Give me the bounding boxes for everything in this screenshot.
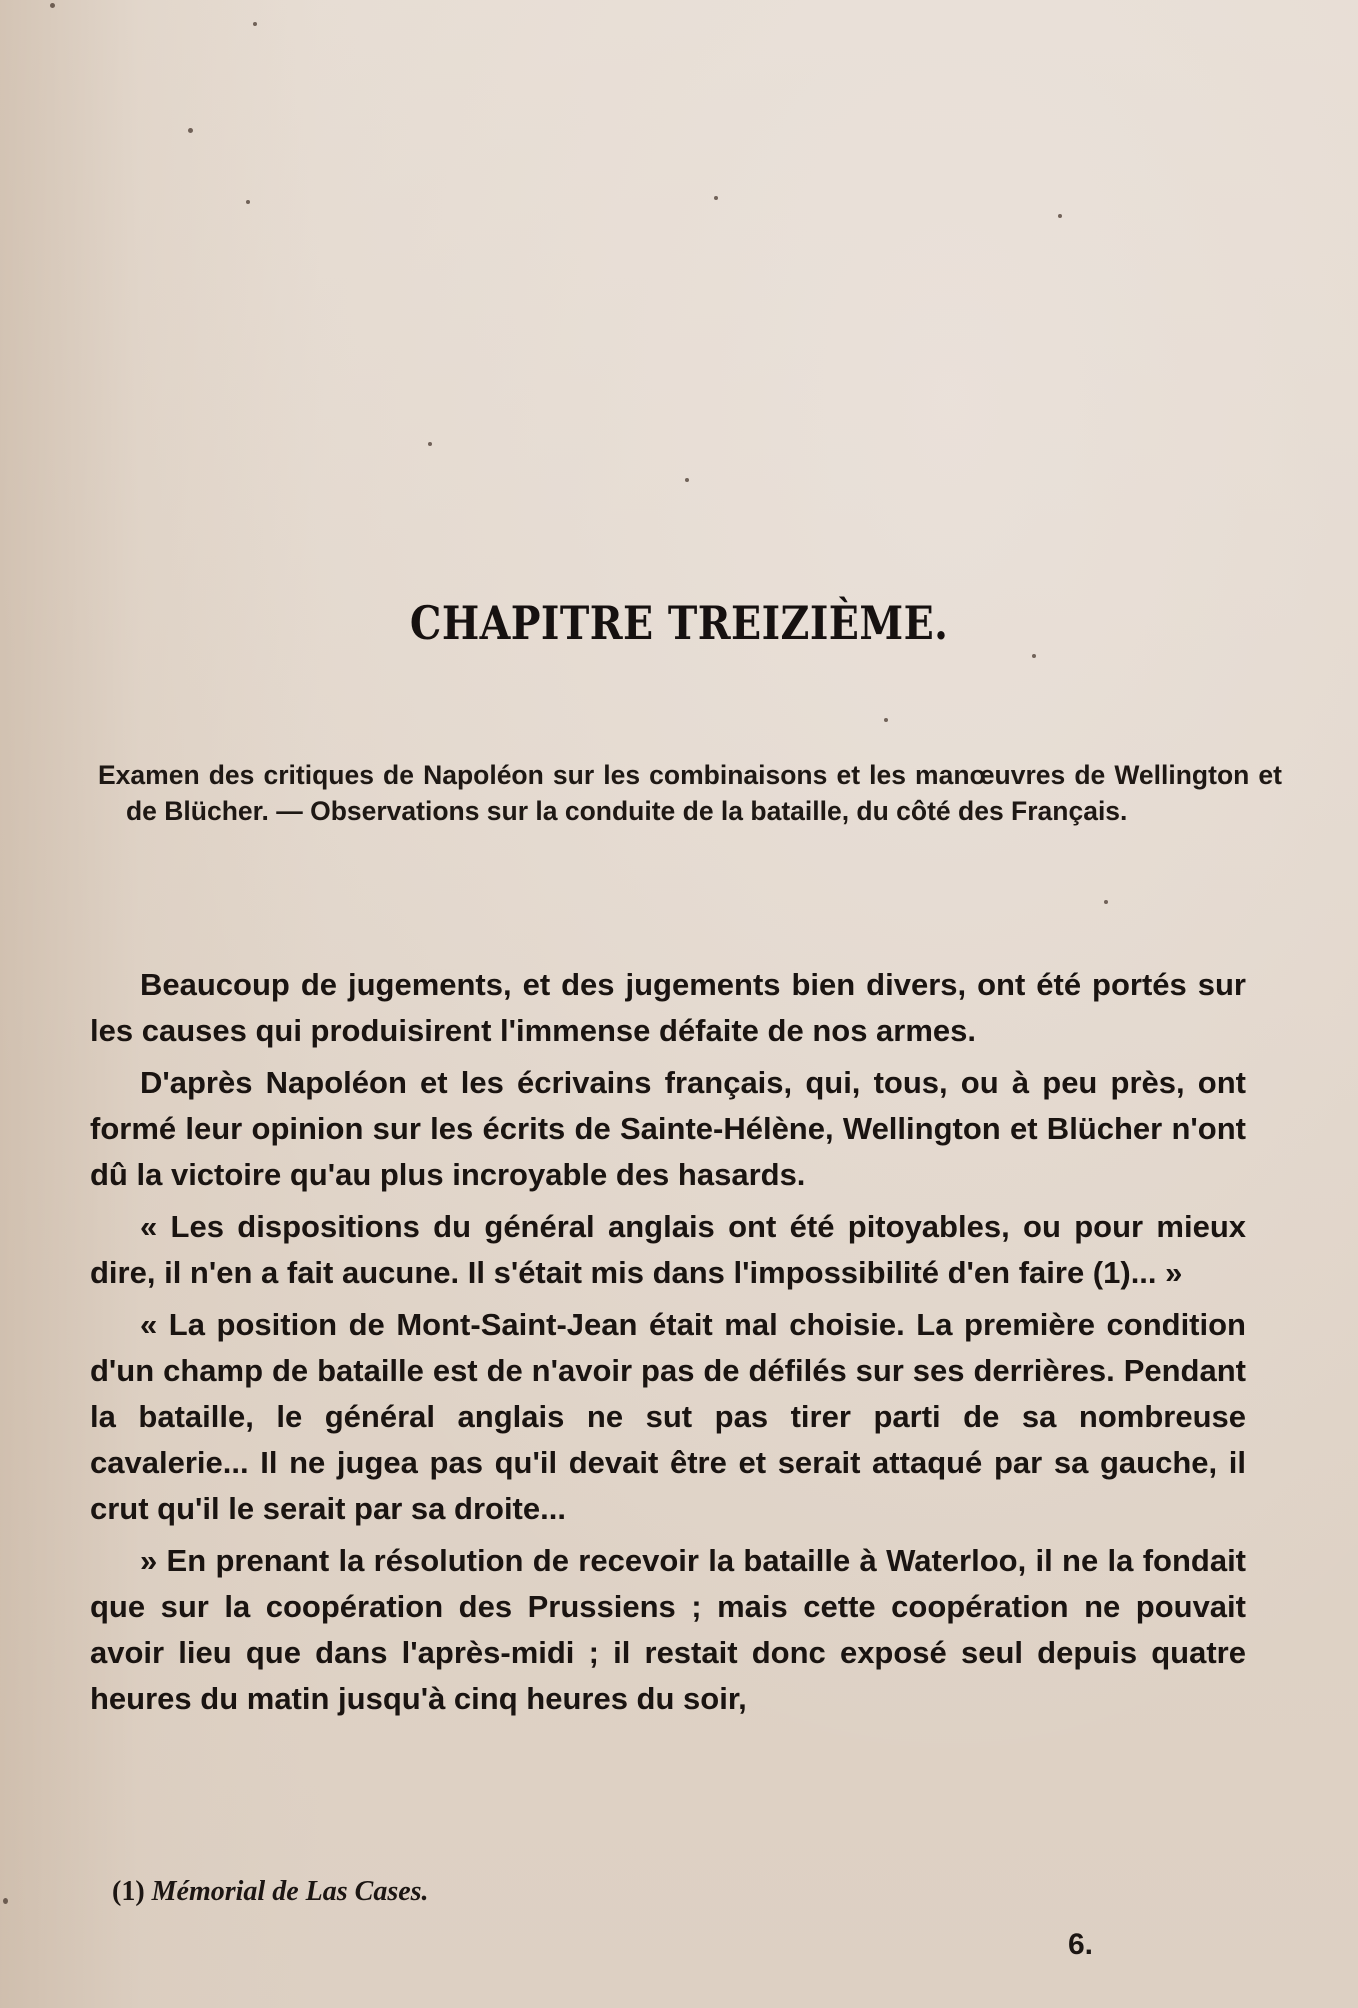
paper-speck bbox=[884, 718, 888, 722]
paper-speck bbox=[1104, 900, 1108, 904]
paper-speck bbox=[1058, 214, 1062, 218]
paragraph: Beaucoup de jugements, et des jugements bien divers, ont été portés sur les causes qui produisirent l'immense défaite de nos armes. bbox=[90, 967, 1246, 1048]
paragraph: » En prenant la résolution de recevoir la bataille à Waterloo, il ne la fondait que sur la coopération des Prussiens ; mais cette coopération ne pouvait avoir lieu que dans l'après-midi ; il restait donc exposé seul depuis quatre heures du matin jusqu'à cinq heures du soir, bbox=[90, 1543, 1246, 1716]
footnote-marker: (1) bbox=[112, 1876, 145, 1907]
paragraph: « Les dispositions du général anglais ont été pitoyables, ou pour mieux dire, il n'en a fait aucune. Il s'était mis dans l'impossibilité d'en faire (1)... » bbox=[90, 1209, 1246, 1290]
paper-speck bbox=[188, 128, 193, 133]
paper-speck bbox=[685, 478, 689, 482]
signature-mark: 6. bbox=[1068, 1928, 1094, 1961]
paper-speck bbox=[714, 196, 718, 200]
paper-speck bbox=[50, 3, 55, 8]
paper-speck bbox=[428, 442, 432, 446]
paper-speck bbox=[3, 1898, 8, 1904]
paper-speck bbox=[1032, 654, 1036, 658]
footnote bbox=[112, 1876, 429, 1908]
paper-speck bbox=[246, 200, 250, 204]
paragraph: D'après Napoléon et les écrivains français, qui, tous, ou à peu près, ont formé leur opinion sur les écrits de Sainte-Hélène, Wellington et Blücher n'ont dû la victoire qu'au plus incroyable des hasards. bbox=[90, 1065, 1246, 1192]
footnote-source: Mémorial de Las Cases. bbox=[151, 1876, 429, 1907]
paragraph: « La position de Mont-Saint-Jean était mal choisie. La première condition d'un champ de bataille est de n'avoir pas de défilés sur ses derrières. Pendant la bataille, le général anglais ne sut pas tirer parti de sa nombreuse cavalerie... Il ne jugea pas qu'il devait être et serait attaqué par sa gauche, il crut qu'il le serait par sa droite... bbox=[90, 1307, 1246, 1526]
body-text bbox=[90, 962, 1246, 1728]
chapter-summary: Examen des critiques de Napoléon sur les combinaisons et les manœuvres de Wellington et de Blücher. — Observations sur la conduite de la bataille, du côté des Français. bbox=[98, 760, 1282, 826]
chapter-title: CHAPITRE TREIZIÈME. bbox=[409, 596, 949, 650]
paper-speck bbox=[253, 22, 257, 26]
